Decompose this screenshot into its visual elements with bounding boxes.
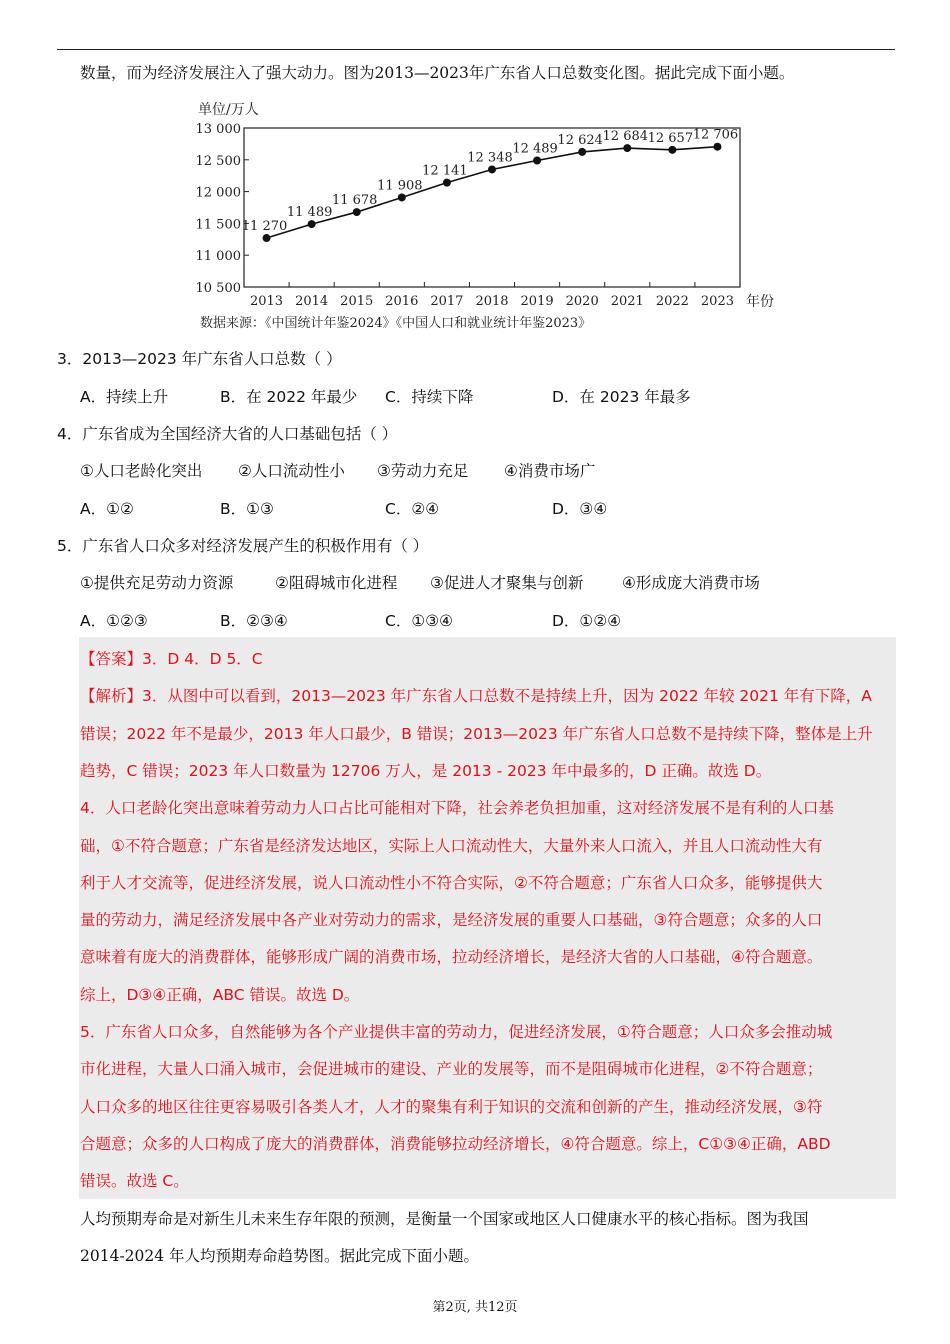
data-point: [308, 220, 316, 228]
question-4-option-d[interactable]: D．③④: [552, 500, 608, 518]
data-label: 12 657: [647, 130, 694, 146]
question-4-option-a[interactable]: A．①②: [80, 500, 134, 518]
data-label: 11 270: [241, 219, 288, 235]
answer-line: 【答案】3．D 4．D 5．C: [80, 650, 263, 668]
analysis-line: 础，①不符合题意；广东省是经济发达地区，实际上人口流动性大，大量外来人口流入，并且人口流动性大有: [80, 837, 823, 855]
data-label: 12 348: [467, 150, 513, 166]
analysis-line: 市化进程，大量人口涌入城市，会促进城市的建设、产业的发展等，而不是阻碍城市化进程，②不符合题意；: [80, 1060, 823, 1078]
data-point: [623, 144, 631, 152]
analysis-line: 综上，D③④正确，ABC 错误。故选 D。: [80, 986, 360, 1004]
question-3-option-c[interactable]: C．持续下降: [385, 388, 474, 406]
question-5-stem: 5．广东省人口众多对经济发展产生的积极作用有（ ）: [57, 537, 429, 555]
analysis-line: 利于人才交流等，促进经济发展，说人口流动性小不符合实际，②不符合题意；广东省人口众多，能够提供大: [80, 874, 823, 892]
data-point: [263, 234, 271, 242]
x-tick-label: 2022: [655, 294, 689, 309]
question-4-item-4: ④消费市场广: [504, 462, 596, 480]
data-point: [713, 143, 721, 151]
data-point: [488, 165, 496, 173]
question-5-item-3: ③促进人才聚集与创新: [430, 574, 584, 592]
analysis-line: 意味着有庞大的消费群体，能够形成广阔的消费市场，拉动经济增长，是经济大省的人口基础，④符合题意。: [80, 948, 823, 966]
data-point: [668, 146, 676, 154]
analysis-line: 错误。故选 C。: [80, 1172, 189, 1190]
question-4-item-3: ③劳动力充足: [377, 462, 469, 480]
data-label: 12 141: [422, 163, 468, 179]
question-5-option-b[interactable]: B．②③④: [220, 612, 288, 630]
chart-x-axis-label: 年份: [746, 294, 774, 310]
x-tick-label: 2014: [295, 294, 329, 309]
y-tick-label: 12 500: [195, 153, 241, 169]
data-point: [533, 156, 541, 164]
analysis-line: 量的劳动力，满足经济发展中各产业对劳动力的需求，是经济发展的重要人口基础，③符合题意；众多的人口: [80, 911, 823, 929]
chart-y-axis-label: 单位/万人: [198, 102, 259, 118]
x-tick-label: 2015: [340, 294, 374, 309]
question-5-item-1: ①提供充足劳动力资源: [80, 574, 234, 592]
question-5-item-4: ④形成庞大消费市场: [622, 574, 760, 592]
x-tick-label: 2023: [700, 294, 735, 309]
question-5-option-d[interactable]: D．①②④: [552, 612, 622, 630]
data-label: 12 706: [692, 127, 739, 143]
next-intro-line: 2014-2024 年人均预期寿命趋势图。据此完成下面小题。: [80, 1247, 480, 1265]
question-4-option-c[interactable]: C．②④: [385, 500, 440, 518]
y-tick-label: 10 500: [195, 281, 241, 296]
question-3-option-d[interactable]: D．在 2023 年最多: [552, 388, 691, 406]
y-tick-label: 11 000: [195, 249, 241, 265]
x-tick-label: 2020: [565, 294, 599, 309]
y-tick-label: 13 000: [195, 122, 241, 137]
x-tick-label: 2013: [249, 294, 284, 309]
data-point: [578, 148, 586, 156]
question-5-option-c[interactable]: C．①③④: [385, 612, 454, 630]
data-label: 11 678: [331, 193, 378, 209]
x-tick-label: 2019: [520, 294, 554, 309]
y-tick-label: 11 500: [195, 217, 241, 233]
data-point: [443, 179, 451, 187]
analysis-line: 4．人口老龄化突出意味着劳动力人口占比可能相对下降，社会养老负担加重，这对经济发展不是有利的人口基: [80, 799, 834, 817]
question-4-option-b[interactable]: B．①③: [220, 500, 274, 518]
page-footer: 第2页, 共12页: [432, 1300, 518, 1315]
question-4-item-1: ①人口老龄化突出: [80, 462, 203, 480]
top-rule: [57, 49, 895, 50]
analysis-line: 【解析】3．从图中可以看到，2013—2023 年广东省人口总数不是持续上升，因为 2022 年较 2021 年有下降，A: [80, 687, 872, 705]
y-tick-label: 12 000: [195, 185, 241, 201]
data-label: 12 624: [557, 132, 603, 148]
population-line-chart: [190, 96, 790, 336]
question-3-option-a[interactable]: A．持续上升: [80, 388, 169, 406]
data-label: 12 489: [512, 141, 558, 157]
next-intro-line: 人均预期寿命是对新生儿未来生存年限的预测，是衡量一个国家或地区人口健康水平的核心指标。图为我国: [80, 1210, 809, 1228]
chart-source: 数据来源：《中国统计年鉴2024》《中国人口和就业统计年鉴2023》: [200, 316, 592, 331]
data-label: 11 489: [286, 205, 333, 221]
data-label: 11 908: [377, 178, 423, 194]
analysis-line: 合题意；众多的人口构成了庞大的消费群体，消费能够拉动经济增长，④符合题意。综上，C①③④正确，ABD: [80, 1135, 831, 1153]
question-5-item-2: ②阻碍城市化进程: [275, 574, 398, 592]
data-point: [398, 193, 406, 201]
x-tick-label: 2018: [475, 294, 509, 309]
x-tick-label: 2017: [430, 294, 464, 309]
question-3-stem: 3．2013—2023 年广东省人口总数（ ）: [57, 350, 342, 368]
question-5-option-a[interactable]: A．①②③: [80, 612, 148, 630]
x-tick-label: 2021: [610, 294, 644, 309]
question-4-stem: 4．广东省成为全国经济大省的人口基础包括（ ）: [57, 425, 398, 443]
analysis-line: 人口众多的地区往往更容易吸引各类人才，人才的聚集有利于知识的交流和创新的产生，推动经济发展，③符: [80, 1098, 823, 1116]
question-4-item-2: ②人口流动性小: [238, 462, 345, 480]
data-point: [353, 208, 361, 216]
intro-text: 数量，而为经济发展注入了强大动力。图为2013—2023年广东省人口总数变化图。据此完成下面小题。: [80, 64, 795, 82]
x-tick-label: 2016: [385, 294, 419, 309]
question-3-option-b[interactable]: B．在 2022 年最少: [220, 388, 358, 406]
analysis-line: 趋势，C 错误；2023 年人口数量为 12706 万人，是 2013 - 2023 年中最多的，D 正确。故选 D。: [80, 762, 772, 780]
data-label: 12 684: [602, 129, 649, 145]
analysis-line: 5．广东省人口众多，自然能够为各个产业提供丰富的劳动力，促进经济发展，①符合题意；人口众多会推动城: [80, 1023, 833, 1041]
analysis-line: 错误；2022 年不是最少，2013 年人口最少，B 错误；2013—2023 年广东省人口总数不是持续下降，整体是上升: [80, 725, 873, 743]
